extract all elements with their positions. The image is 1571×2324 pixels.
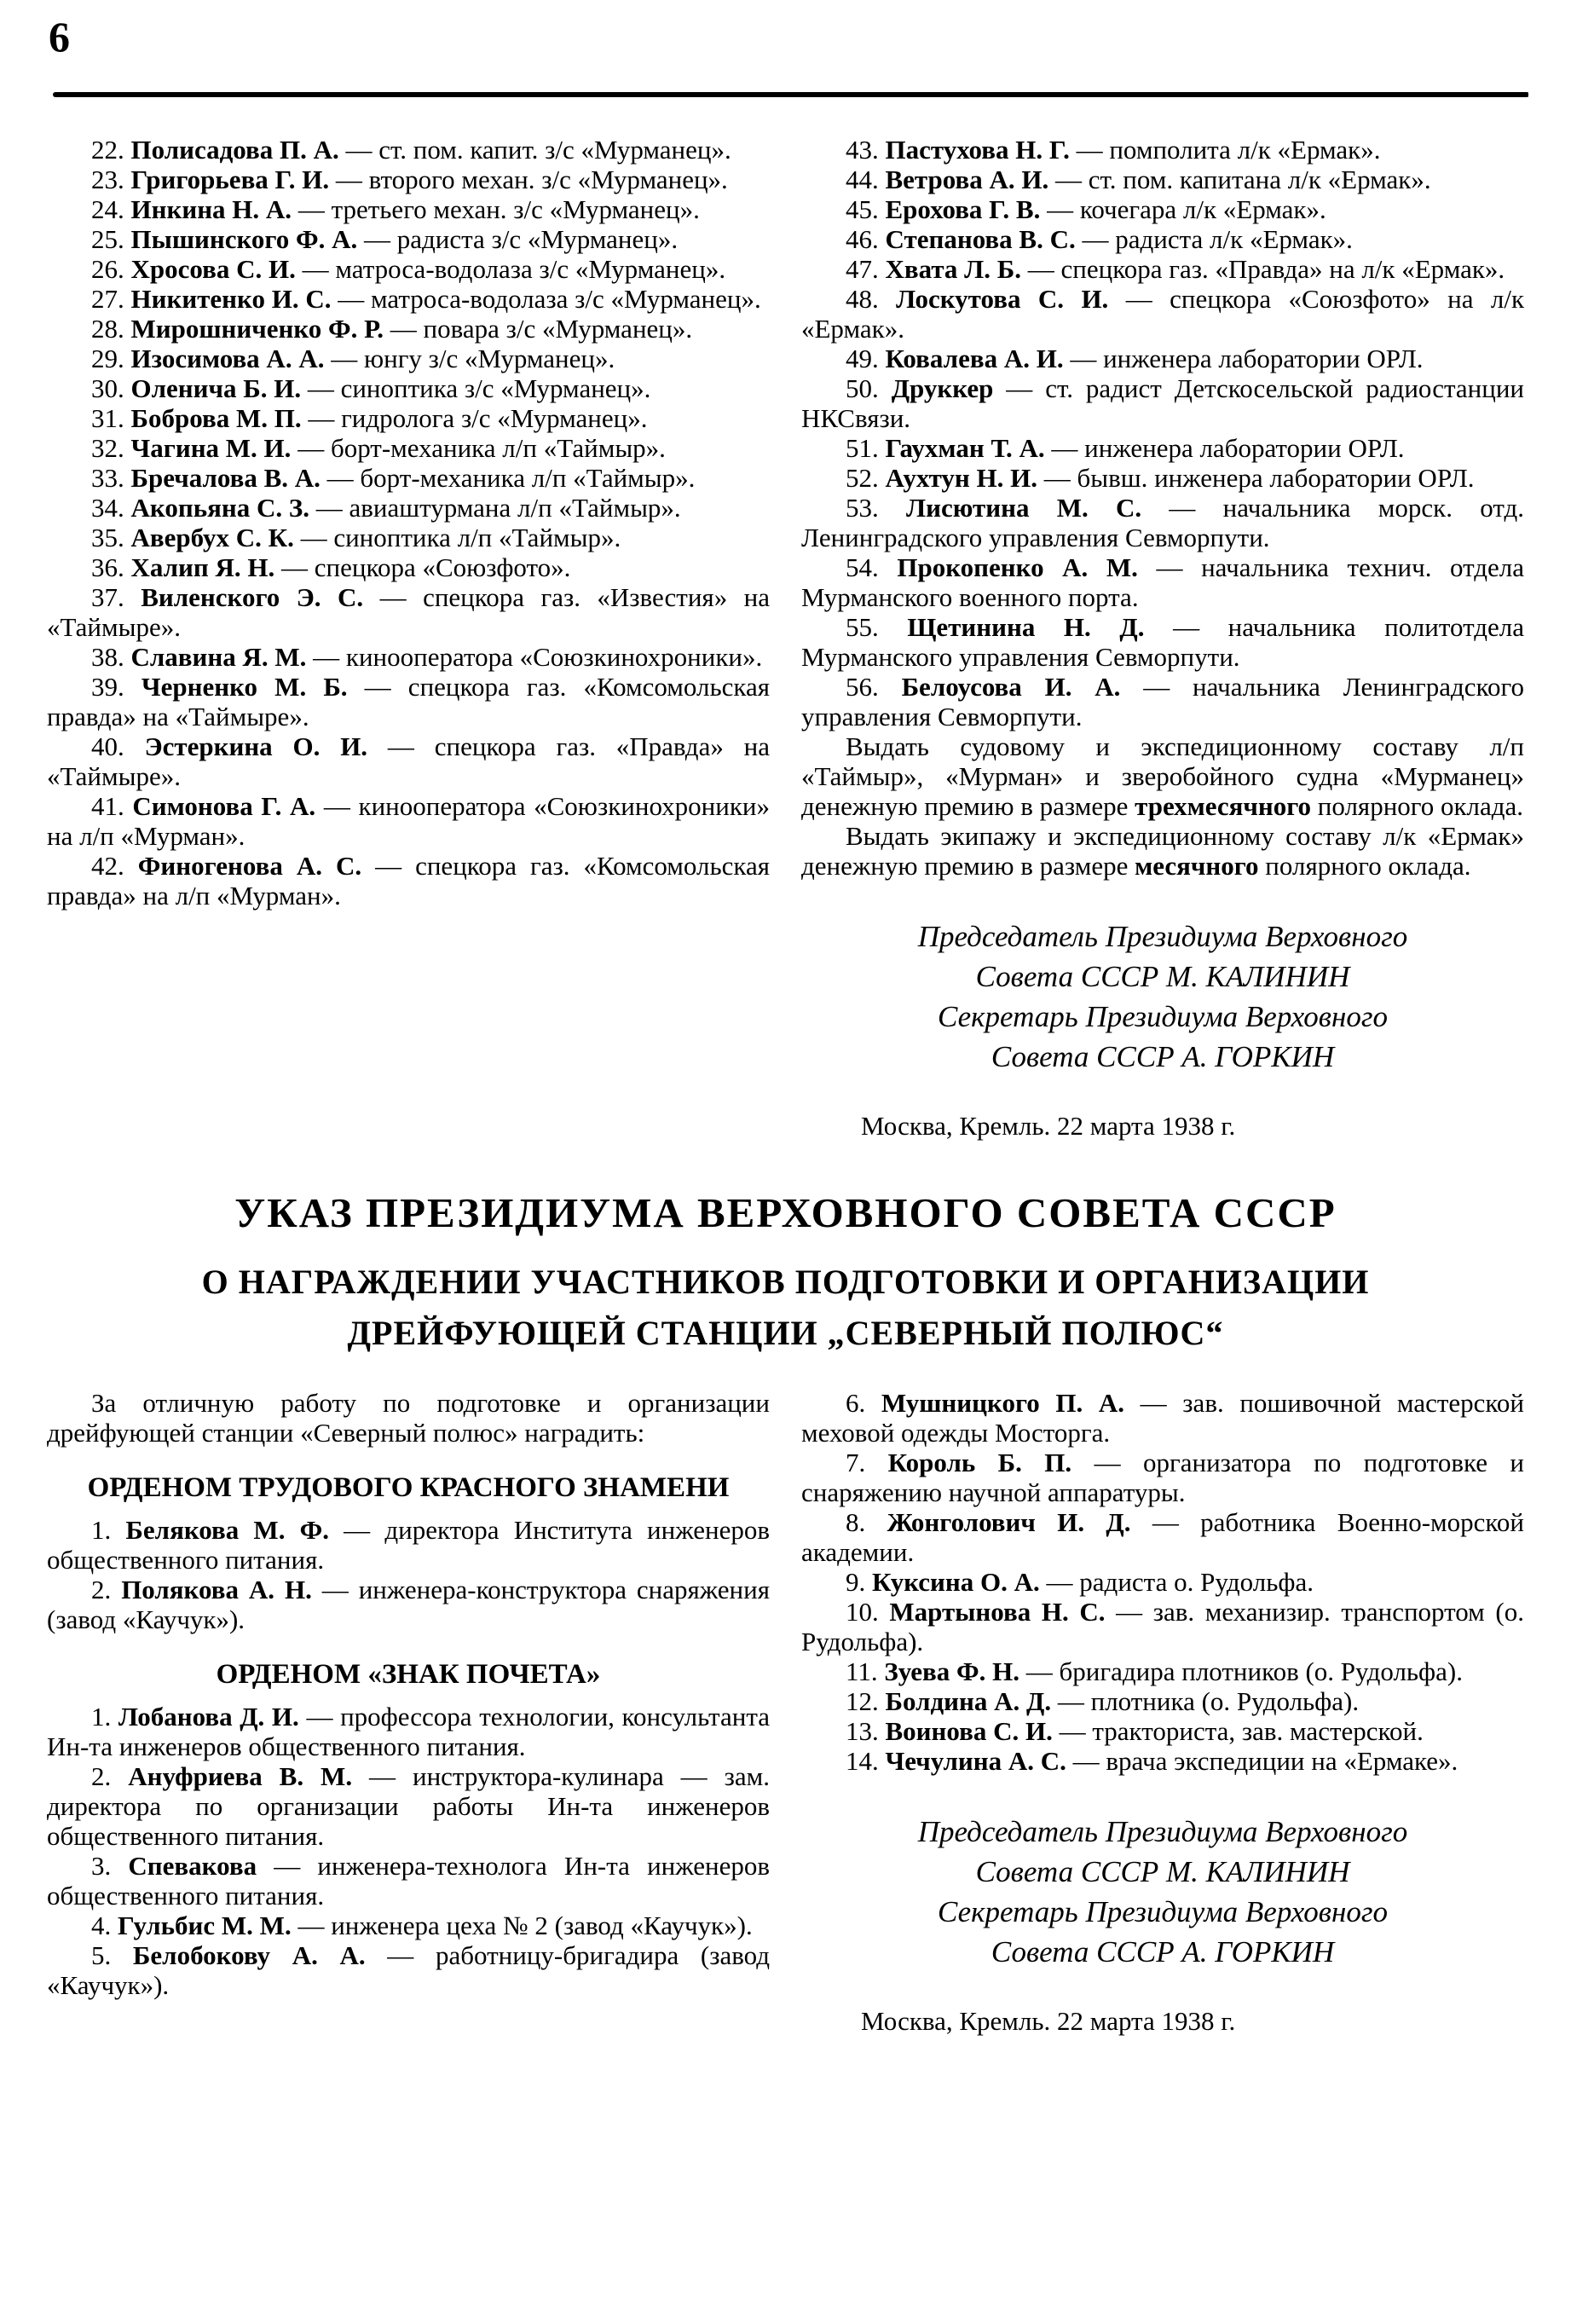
signature-line: Председатель Президиума Верховного (917, 920, 1408, 953)
list-entry: 52. Аухтун Н. И. — бывш. инженера лаборатории ОРЛ. (846, 463, 1475, 493)
section2-entries-right (801, 1388, 1524, 1776)
upper-right-column (801, 135, 1524, 1141)
decree-title: УКАЗ ПРЕЗИДИУМА ВЕРХОВНОГО СОВЕТА СССР (234, 1189, 1337, 1236)
list-entry: 8. Жонголович И. Д. — работника Военно-морской академии. (801, 1506, 1524, 1567)
decree-subtitle-line2: ДРЕЙФУЮЩЕЙ СТАНЦИИ „СЕВЕРНЫЙ ПОЛЮС“ (347, 1313, 1224, 1352)
decree-subtitle (47, 1257, 1524, 1359)
signature-line: Секретарь Президиума Верховного (938, 1000, 1388, 1033)
list-entry: 23. Григорьева Г. И. — второго механ. з/с «Мурманец». (91, 165, 728, 194)
list-entry: 28. Мирошниченко Ф. Р. — повара з/с «Мурманец». (91, 314, 693, 344)
list-entry: 40. Эстеркина О. И. — спецкора газ. «Правда» на «Таймыре». (47, 731, 770, 791)
list-entry: 53. Лисютина М. С. — начальника морск. отд. Ленинградского управления Севморпути. (801, 493, 1524, 552)
signature-line: Совета СССР М. КАЛИНИН (975, 1854, 1350, 1888)
list-entry: 48. Лоскутова С. И. — спецкора «Союзфото» на л/к «Ермак». (801, 284, 1525, 344)
signature-line: Совета СССР А. ГОРКИН (991, 1040, 1335, 1073)
list-entry: 1. Белякова М. Ф. — директора Института инженеров общественного питания. (47, 1514, 770, 1575)
list-entry: 46. Степанова В. С. — радиста л/к «Ермак». (846, 224, 1353, 254)
signature-block (801, 916, 1524, 1077)
lower-section (47, 1388, 1524, 2036)
list-entry: 44. Ветрова А. И. — ст. пом. капитана л/к «Ермак». (846, 165, 1431, 194)
list-entry: 49. Ковалева А. И. — инженера лаборатории ОРЛ. (846, 344, 1424, 373)
list-entry: 34. Акопьяна С. З. — авиаштурмана л/п «Таймыр». (91, 493, 681, 523)
list-entry: 10. Мартынова Н. С. — зав. механизир. транспортом (о. Рудольфа). (801, 1596, 1524, 1656)
list-entry: 4. Гульбис М. М. — инженера цеха № 2 (завод «Каучук»). (91, 1910, 753, 1940)
list-entry: 25. Пышинского Ф. А. — радиста з/с «Мурманец». (91, 224, 679, 254)
signature-line: Председатель Президиума Верховного (917, 1814, 1408, 1848)
list-entry: 47. Хвата Л. Б. — спецкора газ. «Правда» на л/к «Ермак». (846, 254, 1505, 284)
date-line: Москва, Кремль. 22 марта 1938 г. (861, 1111, 1236, 1141)
signature-line: Секретарь Президиума Верховного (938, 1894, 1388, 1928)
list-entry: 50. Друккер — ст. радист Детскосельской радиостанции НКСвязи. (801, 373, 1524, 433)
list-entry: 3. Спевакова — инженера-технолога Ин-та инженеров общественного питания. (47, 1850, 771, 1911)
list-entry: 45. Ерохова Г. В. — кочегара л/к «Ермак». (846, 194, 1326, 224)
section-heading-badge-of-honor: ОРДЕНОМ «ЗНАК ПОЧЕТА» (216, 1658, 601, 1690)
list-entry: 24. Инкина Н. А. — третьего механ. з/с «Мурманец». (91, 194, 700, 224)
list-entry: 35. Авербух С. К. — синоптика л/п «Таймыр». (91, 523, 621, 552)
list-entry: 37. Виленского Э. С. — спецкора газ. «Известия» на «Таймыре». (47, 582, 771, 642)
list-entry: 6. Мушницкого П. А. — зав. пошивочной мастерской меховой одежды Мосторга. (801, 1387, 1524, 1448)
award-paragraph-ermak: Выдать экипажу и экспедиционному составу л/к «Ермак» денежную премию в размере месячного полярного оклада. (801, 821, 1524, 881)
signature-line: Совета СССР А. ГОРКИН (991, 1934, 1335, 1968)
list-entry: 2. Полякова А. Н. — инженера-конструктора снаряжения (завод «Каучук»). (47, 1574, 770, 1634)
section2-entries-left (47, 1702, 770, 2000)
list-entry: 43. Пастухова Н. Г. — помполита л/к «Ермак». (846, 135, 1381, 165)
list-entry: 41. Симонова Г. А. — кинооператора «Союзкинохроники» на л/п «Мурман». (47, 791, 771, 851)
list-entry: 14. Чечулина А. С. — врача экспедиции на «Ермаке». (846, 1745, 1458, 1776)
list-entry: 26. Хросова С. И. — матроса-водолаза з/с «Мурманец». (91, 254, 726, 284)
list-entry: 1. Лобанова Д. И. — профессора технологии, консультанта Ин-та инженеров общественного питания. (47, 1701, 770, 1761)
list-entry: 42. Финогенова А. С. — спецкора газ. «Комсомольская правда» на л/п «Мурман». (47, 851, 770, 911)
list-entry: 22. Полисадова П. А. — ст. пом. капит. з/с «Мурманец». (91, 135, 731, 165)
decree-subtitle-line1: О НАГРАЖДЕНИИ УЧАСТНИКОВ ПОДГОТОВКИ И ОРГАНИЗАЦИИ (201, 1262, 1370, 1301)
date-line-2: Москва, Кремль. 22 марта 1938 г. (861, 2005, 1236, 2036)
header-rule (53, 92, 1528, 97)
upper-left-column (47, 135, 770, 911)
list-entry: 12. Болдина А. Д. — плотника (о. Рудольфа). (846, 1685, 1360, 1716)
list-entry: 33. Бречалова В. А. — борт-механика л/п «Таймыр». (91, 463, 696, 493)
signature-line: Совета СССР М. КАЛИНИН (975, 960, 1350, 993)
list-entry: 27. Никитенко И. С. — матроса-водолаза з/с «Мурманец». (91, 284, 761, 314)
list-entry: 29. Изосимова А. А. — юнгу з/с «Мурманец». (91, 344, 615, 373)
award-paragraph-taimyr: Выдать судовому и экспедиционному составу л/п «Таймыр», «Мурман» и зверобойного судна «Мурманец» денежную премию в размере трехмесячного полярного оклада. (801, 731, 1524, 821)
lower-left-column (47, 1388, 770, 2000)
list-entry: 38. Славина Я. М. — кинооператора «Союзкинохроники». (91, 642, 763, 672)
list-entry: 5. Белобокову А. А. — работницу-бригадира (завод «Каучук»). (47, 1940, 771, 2000)
section1-entries (47, 1515, 770, 1634)
list-entry: 36. Халип Я. Н. — спецкора «Союзфото». (91, 552, 571, 582)
lower-right-column (801, 1388, 1524, 2036)
list-entry: 9. Куксина О. А. — радиста о. Рудольфа. (846, 1566, 1314, 1597)
upper-right-entries (801, 135, 1524, 731)
list-entry: 30. Оленича Б. И. — синоптика з/с «Мурманец». (91, 373, 651, 403)
list-entry: 39. Черненко М. Б. — спецкора газ. «Комсомольская правда» на «Таймыре». (47, 672, 770, 731)
list-entry: 54. Прокопенко А. М. — начальника технич. отдела Мурманского военного порта. (801, 552, 1525, 612)
signature-block-2 (801, 1812, 1524, 1972)
list-entry: 32. Чагина М. И. — борт-механика л/п «Таймыр». (91, 433, 666, 463)
list-entry: 51. Гаухман Т. А. — инженера лаборатории ОРЛ. (846, 433, 1405, 463)
upper-section (47, 135, 1524, 1141)
page-number: 6 (49, 13, 70, 61)
decree-intro: За отличную работу по подготовке и организации дрейфующей станции «Северный полюс» наградить: (47, 1387, 770, 1448)
list-entry: 11. Зуева Ф. Н. — бригадира плотников (о. Рудольфа). (846, 1656, 1463, 1686)
list-entry: 55. Щетинина Н. Д. — начальника политотдела Мурманского управления Севморпути. (801, 612, 1524, 672)
page-content (47, 135, 1524, 2036)
section-heading-red-banner: ОРДЕНОМ ТРУДОВОГО КРАСНОГО ЗНАМЕНИ (87, 1471, 730, 1503)
list-entry: 31. Боброва М. П. — гидролога з/с «Мурманец». (91, 403, 648, 433)
list-entry: 56. Белоусова И. А. — начальника Ленинградского управления Севморпути. (801, 672, 1524, 731)
list-entry: 13. Воинова С. И. — тракториста, зав. мастерской. (846, 1715, 1424, 1746)
list-entry: 7. Король Б. П. — организатора по подготовке и снаряжению научной аппаратуры. (801, 1447, 1525, 1507)
list-entry: 2. Ануфриева В. М. — инструктора-кулинара — зам. директора по организации работы Ин-та инженеров общественного питания. (47, 1760, 771, 1851)
